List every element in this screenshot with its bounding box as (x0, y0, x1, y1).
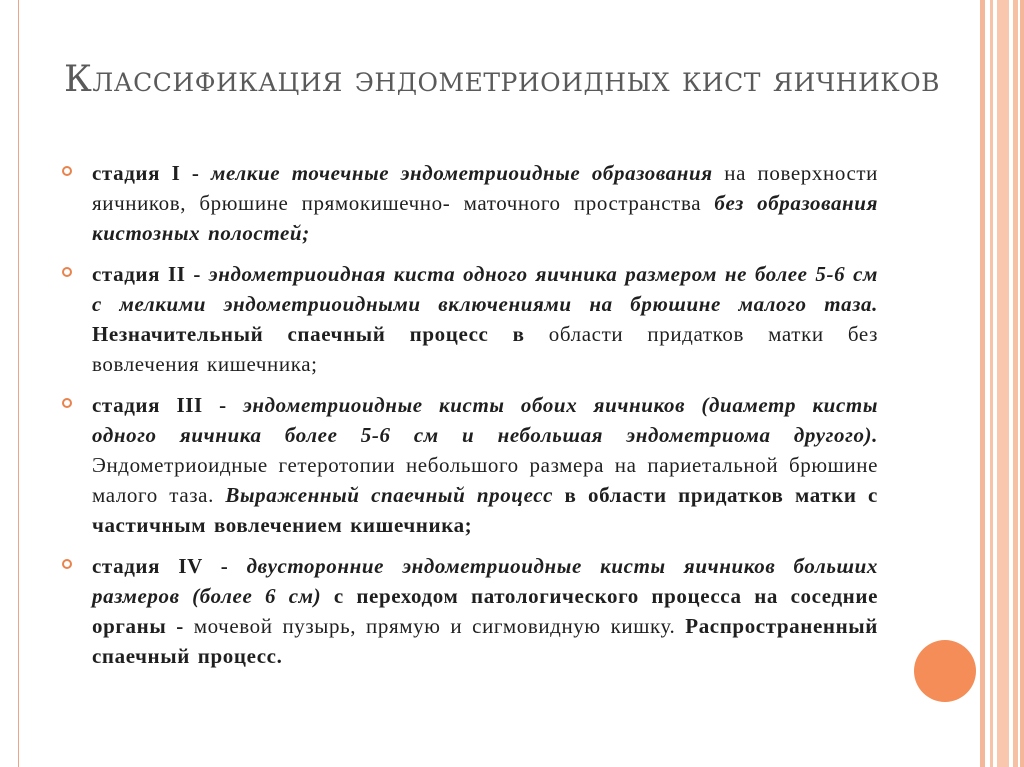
bullet-icon (62, 398, 72, 408)
decorative-stripe (997, 0, 1009, 767)
decorative-stripe (1013, 0, 1018, 767)
stage-3-text: Эндометриоидные гетеротопии небольшого размера на париетальной брюшине малого таза. (92, 453, 878, 507)
bullet-icon (62, 166, 72, 176)
stage-3-item (60, 390, 878, 540)
stage-4-bold-text: с переходом патологического процесса на соседние органы - (92, 584, 878, 638)
left-border-line (18, 0, 19, 767)
bullet-icon (62, 559, 72, 569)
accent-circle (914, 640, 976, 702)
stage-2-emphasis: эндометриоидная киста одного яичника размером не более 5-6 см с мелкими эндометриоидными включениями на брюшине малого таза. (92, 262, 879, 316)
stage-2-item (60, 259, 878, 379)
decorative-stripe (1020, 0, 1024, 767)
stage-4-bold-end: Распространенный спаечный процесс. (92, 614, 878, 668)
decorative-stripe (980, 0, 985, 767)
stage-1-item (60, 158, 878, 248)
slide-title: Классификация эндометриоидных кист яичников (64, 59, 940, 100)
stage-4-emphasis: двусторонние эндометриоидные кисты яичников больших размеров (более 6 см) (92, 554, 878, 608)
stage-1-emphasis-end: без образования кистозных полостей; (92, 191, 879, 245)
decorative-stripe (990, 0, 993, 767)
stage-1-text: на поверхности яичников, брюшине прямокишечно- маточного пространства (92, 161, 878, 215)
stage-1-label: стадия I - (92, 161, 212, 185)
stage-list (60, 158, 878, 682)
stage-4-text: мочевой пузырь, прямую и сигмовидную кишку. (183, 614, 686, 638)
stage-4-item (60, 551, 878, 671)
stage-2-label: стадия II - (92, 262, 209, 286)
stage-3-emphasis-2: Выраженный спаечный процесс (225, 483, 554, 507)
stage-1-emphasis: мелкие точечные эндометриоидные образования (211, 161, 713, 185)
stage-3-emphasis: эндометриоидные кисты обоих яичников (диаметр кисты одного яичника более 5-6 см и небольшая эндометриома другого). (92, 393, 878, 447)
stage-4-label: стадия IV - (92, 554, 247, 578)
bullet-icon (62, 267, 72, 277)
stage-3-label: стадия III - (92, 393, 244, 417)
stage-2-text: области придатков матки без вовлечения кишечника; (92, 322, 878, 376)
stage-2-bold-text: Незначительный спаечный процесс в (92, 322, 525, 346)
stage-3-bold-text: в области придатков матки с частичным вовлечением кишечника; (92, 483, 878, 537)
